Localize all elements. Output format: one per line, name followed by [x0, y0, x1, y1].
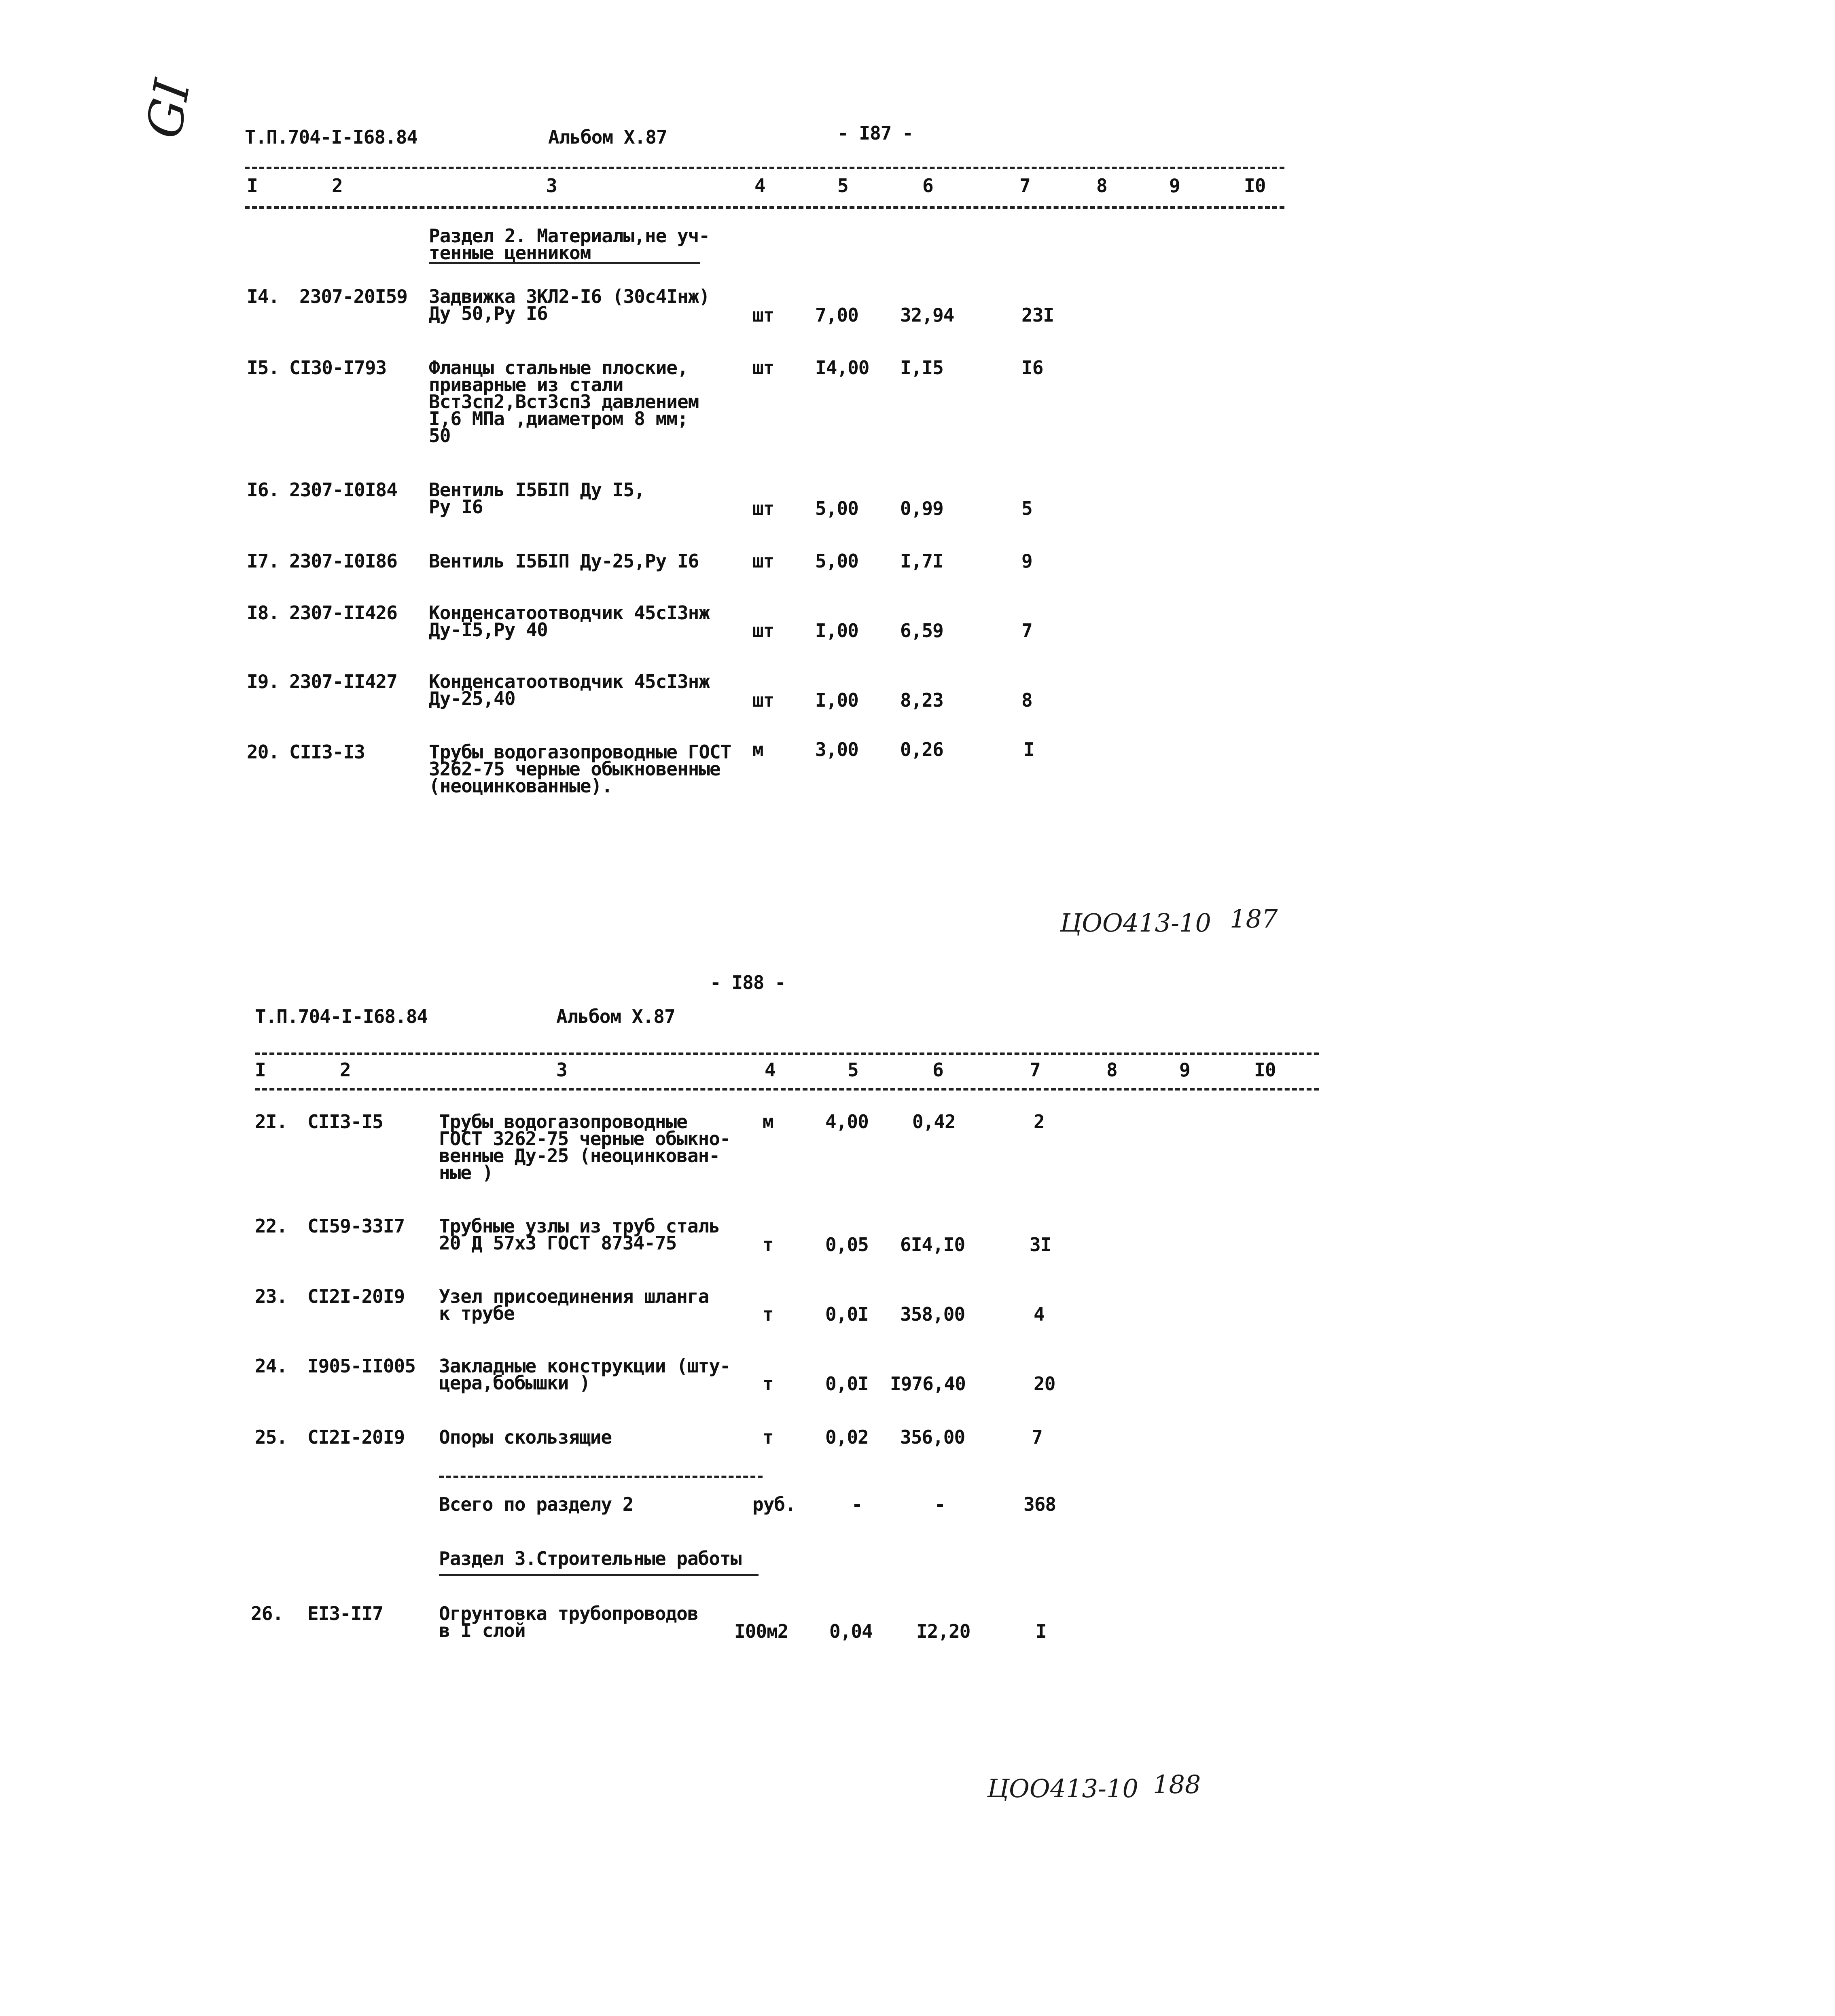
- row-num: I6.: [247, 479, 280, 501]
- row-qty: I4,00: [815, 357, 869, 379]
- col-header: 6: [922, 175, 933, 197]
- section-2-title: Раздел 2. Материалы,не уч- тенные ценником: [429, 225, 710, 264]
- row-total: I: [1023, 739, 1034, 760]
- archive-stamp-code-p1: ЦОО413-10: [1060, 908, 1211, 938]
- row-code: 2307-I0I84: [289, 479, 397, 501]
- row-total: 5: [1021, 498, 1032, 519]
- row-unit: шт: [752, 550, 774, 572]
- row-desc: Закладные конструкции (шту- цера,бобышки ): [439, 1355, 731, 1394]
- row-qty: I,00: [815, 620, 858, 642]
- row-price: 0,99: [900, 498, 943, 519]
- row-unit: т: [763, 1234, 773, 1256]
- col-header: 7: [1030, 1059, 1040, 1081]
- archive-stamp-code-p2: ЦОО413-10: [987, 1774, 1138, 1803]
- album-p2: Альбом X.87: [556, 1006, 675, 1027]
- row-num: I5.: [247, 357, 280, 379]
- row-unit: т: [763, 1303, 773, 1325]
- row-num: I9.: [247, 671, 280, 692]
- row-price: 8,23: [900, 689, 943, 711]
- row-price: 356,00: [900, 1426, 965, 1448]
- col-header: 3: [556, 1059, 567, 1081]
- header-rule-bottom-p1: [245, 206, 1284, 209]
- row-total: 3I: [1030, 1234, 1051, 1256]
- section-2-underline: [429, 262, 700, 264]
- row-unit: т: [763, 1373, 773, 1395]
- header-rule-top-p2: [255, 1052, 1319, 1055]
- row-code: СI2I-20I9: [307, 1285, 405, 1307]
- header-rule-bottom-p2: [255, 1088, 1319, 1091]
- row-desc: Фланцы стальные плоские, приварные из стали Вст3сп2,Вст3сп3 давлением I,6 МПа ,диаметром 8 мм; 50: [429, 357, 699, 447]
- row-price: I,I5: [900, 357, 943, 379]
- row-unit: шт: [752, 304, 774, 326]
- row-desc: Трубные узлы из труб сталь 20 Д 57х3 ГОСТ 8734-75: [439, 1215, 720, 1254]
- subtotal-total: 368: [1023, 1493, 1056, 1515]
- row-qty: 5,00: [815, 498, 858, 519]
- section-3-underline: [439, 1574, 759, 1576]
- row-price: 6I4,I0: [900, 1234, 965, 1256]
- col-header: 2: [340, 1059, 351, 1081]
- col-header: 4: [765, 1059, 776, 1081]
- row-unit: м: [752, 739, 763, 760]
- col-header: 6: [932, 1059, 943, 1081]
- col-header: I0: [1254, 1059, 1276, 1081]
- col-header: 7: [1019, 175, 1030, 197]
- corner-handwritten-mark: GI: [136, 75, 201, 143]
- row-desc: Конденсатоотводчик 45сI3нж Ду-I5,Ру 40: [429, 602, 710, 641]
- doc-code-p1: Т.П.704-I-I68.84: [245, 126, 418, 148]
- row-num: I8.: [247, 602, 280, 624]
- row-total: I6: [1021, 357, 1043, 379]
- row-code: СII3-I5: [307, 1111, 383, 1133]
- row-total: 2: [1034, 1111, 1045, 1133]
- col-header: I0: [1244, 175, 1266, 197]
- row-total: 7: [1032, 1426, 1043, 1448]
- row-desc: Вентиль I5БIП Ду I5, Ру I6: [429, 479, 645, 518]
- row-price: 0,26: [900, 739, 943, 760]
- row-qty: 4,00: [825, 1111, 869, 1133]
- row-total: 8: [1021, 689, 1032, 711]
- row-price: 32,94: [900, 304, 954, 326]
- row-qty: 0,0I: [825, 1373, 869, 1395]
- row-total: 20: [1034, 1373, 1055, 1395]
- row-qty: 7,00: [815, 304, 858, 326]
- row-price: 6,59: [900, 620, 943, 642]
- row-code: СI2I-20I9: [307, 1426, 405, 1448]
- row-qty: 0,05: [825, 1234, 869, 1256]
- row-code: I905-II005: [307, 1355, 415, 1377]
- row-code: 2307-II427: [289, 671, 397, 692]
- col-header: I: [247, 175, 258, 197]
- row-code: 2307-I0I86: [289, 550, 397, 572]
- col-header: 9: [1169, 175, 1180, 197]
- row-num: 25.: [255, 1426, 288, 1448]
- row-qty: 3,00: [815, 739, 858, 760]
- row-desc: Трубы водогазопроводные ГОСТ 3262-75 черные обыкновенные (неоцинкованные).: [429, 741, 731, 797]
- col-header: 5: [837, 175, 848, 197]
- row-total: 23I: [1021, 304, 1054, 326]
- col-header: I: [255, 1059, 266, 1081]
- row-price: 358,00: [900, 1303, 965, 1325]
- row-num: I4.: [247, 286, 280, 307]
- subtotal-rule: [439, 1476, 763, 1478]
- col-header: 8: [1106, 1059, 1117, 1081]
- col-header: 2: [332, 175, 343, 197]
- col-header: 5: [848, 1059, 858, 1081]
- row-num: I7.: [247, 550, 280, 572]
- row-total: 4: [1034, 1303, 1045, 1325]
- col-header: 3: [546, 175, 557, 197]
- row-desc: Конденсатоотводчик 45сI3нж Ду-25,40: [429, 671, 710, 709]
- row-num: 2I.: [255, 1111, 288, 1133]
- col-header: 4: [754, 175, 765, 197]
- row-qty: 0,02: [825, 1426, 869, 1448]
- page-number-p2: - I88 -: [710, 972, 786, 993]
- row-qty: 0,0I: [825, 1303, 869, 1325]
- row-desc: Огрунтовка трубопроводов в I слой: [439, 1603, 698, 1641]
- row-total: 7: [1021, 620, 1032, 642]
- doc-code-p2: Т.П.704-I-I68.84: [255, 1006, 428, 1027]
- row-total: I: [1036, 1620, 1047, 1642]
- row-num: 22.: [255, 1215, 288, 1237]
- archive-stamp-page-p2: 188: [1153, 1770, 1201, 1799]
- row-price: I2,20: [916, 1620, 970, 1642]
- row-unit: т: [763, 1426, 773, 1448]
- row-code: СII3-I3: [289, 741, 365, 763]
- row-qty: 5,00: [815, 550, 858, 572]
- col-header: 8: [1096, 175, 1107, 197]
- row-price: I,7I: [900, 550, 943, 572]
- album-p1: Альбом X.87: [548, 126, 667, 148]
- row-unit: I00м2: [734, 1620, 788, 1642]
- subtotal-qty: -: [852, 1493, 862, 1515]
- section-3-title: Раздел 3.Строительные работы: [439, 1548, 742, 1569]
- row-desc: Узел присоединения шланга к трубе: [439, 1285, 709, 1324]
- row-num: 23.: [255, 1285, 288, 1307]
- row-qty: 0,04: [829, 1620, 873, 1642]
- subtotal-price: -: [934, 1493, 945, 1515]
- row-num: 24.: [255, 1355, 288, 1377]
- row-desc: Задвижка 3КЛ2-I6 (30с4Iнж) Ду 50,Ру I6: [429, 286, 710, 324]
- archive-stamp-page-p1: 187: [1230, 904, 1278, 934]
- row-price: 0,42: [912, 1111, 956, 1133]
- page-number-p1: - I87 -: [837, 122, 913, 144]
- row-desc: Вентиль I5БIП Ду-25,Ру I6: [429, 550, 699, 572]
- row-desc: Трубы водогазопроводные ГОСТ 3262-75 черные обыкно- венные Ду-25 (неоцинкован- ные ): [439, 1111, 731, 1184]
- subtotal-unit: руб.: [752, 1493, 796, 1515]
- row-total: 9: [1021, 550, 1032, 572]
- row-num: 20.: [247, 741, 280, 763]
- row-unit: шт: [752, 689, 774, 711]
- row-code: ЕI3-II7: [307, 1603, 383, 1624]
- row-unit: м: [763, 1111, 773, 1133]
- row-code: 2307-20I59: [299, 286, 407, 307]
- col-header: 9: [1179, 1059, 1190, 1081]
- row-code: 2307-II426: [289, 602, 397, 624]
- row-unit: шт: [752, 620, 774, 642]
- row-unit: шт: [752, 357, 774, 379]
- row-price: I976,40: [890, 1373, 966, 1395]
- row-desc: Опоры скользящие: [439, 1426, 612, 1448]
- subtotal-label: Всего по разделу 2: [439, 1493, 634, 1515]
- row-code: СI30-I793: [289, 357, 387, 379]
- row-num: 26.: [251, 1603, 284, 1624]
- row-qty: I,00: [815, 689, 858, 711]
- row-unit: шт: [752, 498, 774, 519]
- header-rule-top-p1: [245, 167, 1284, 169]
- row-code: СI59-33I7: [307, 1215, 405, 1237]
